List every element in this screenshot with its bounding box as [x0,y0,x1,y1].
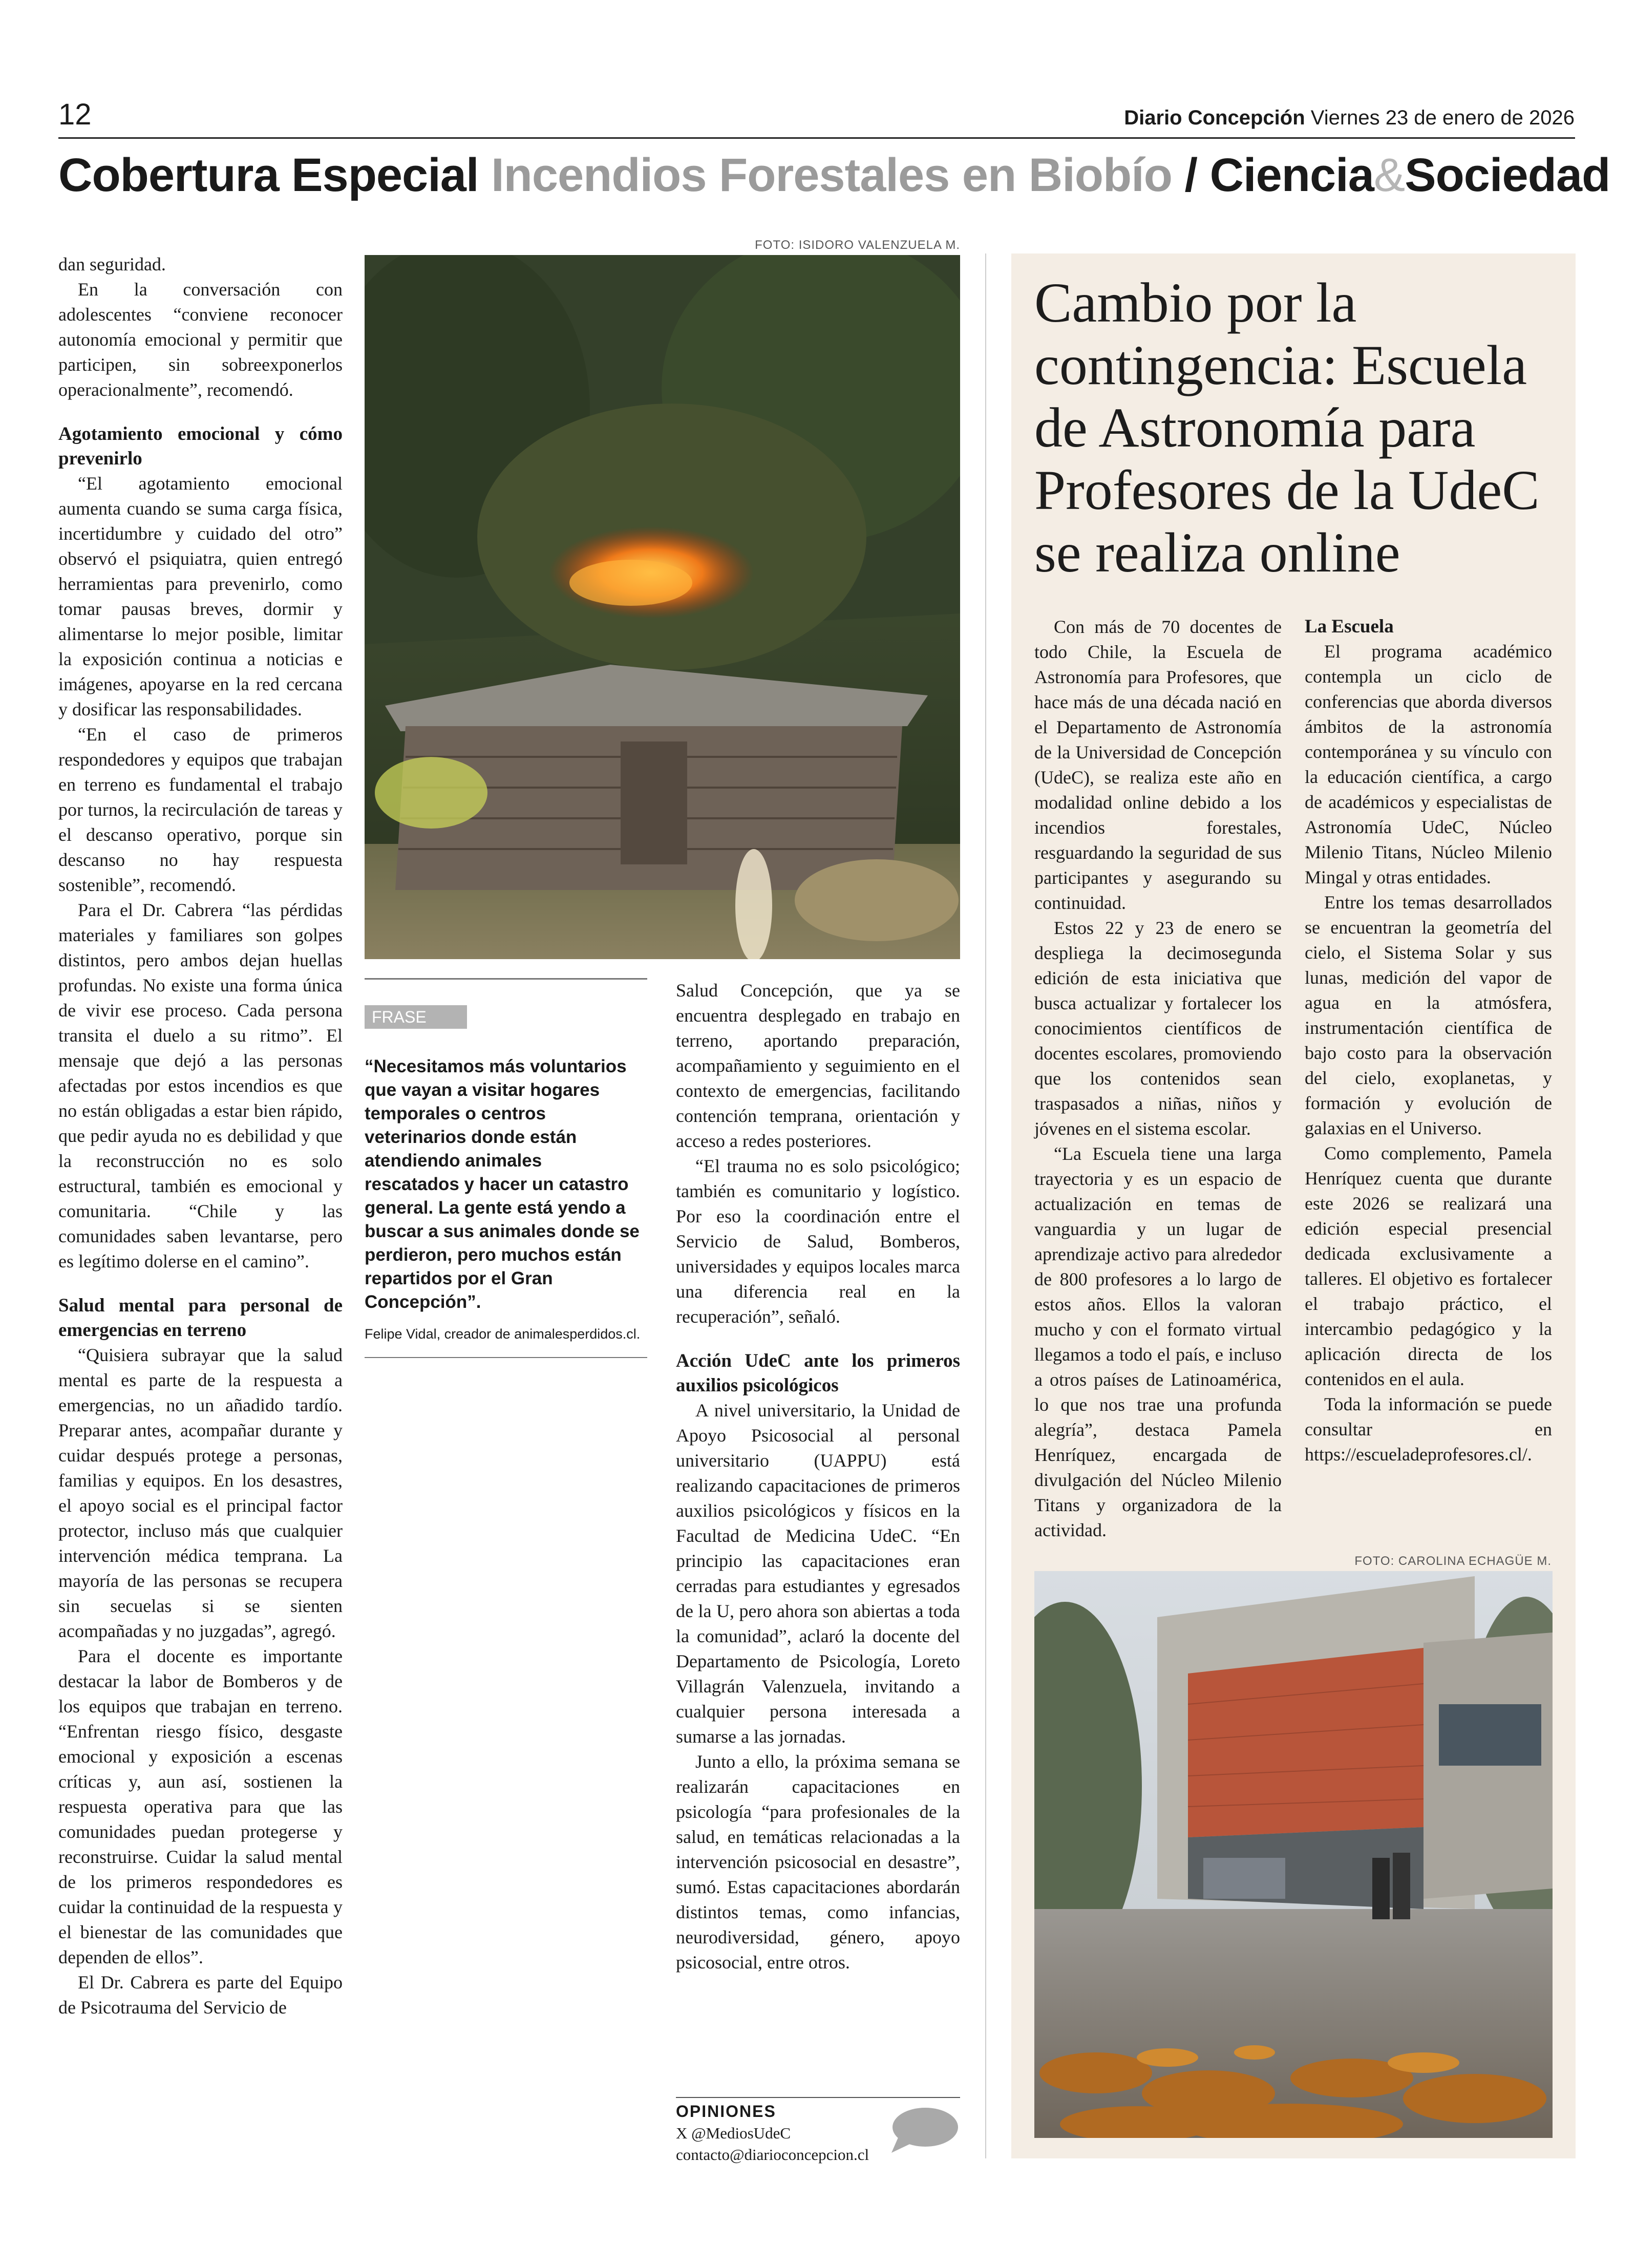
paragraph: El programa académico contempla un ciclo de conferencias que aborda diversos ámbitos de la astronomía contemporánea y su vínculo con la educación científica, a cargo de académicos y especialistas de Astronomía UdeC, Núcleo Milenio Titans, Núcleo Milenio Mingal y otras entidades. [1305,641,1552,887]
paragraph: “El agotamiento emocional aumenta cuando se suma carga física, incertidumbre y cuidado del otro” observó el psiquiatra, quien entregó herramientas para prevenirlo, como tomar pausas breves, dormir y alimentarse lo mejor posible, limitar la exposición continua a noticias e imágenes, apoyarse en la red cercana y dosificar las responsabilidades. [58,473,343,719]
building-photo [1034,1571,1553,2138]
fire-photo-illustration [365,255,960,959]
paragraph: Para el docente es importante destacar la labor de Bomberos y de los equipos que trabajan en terreno. “Enfrentan riesgo físico, desgaste emocional y exposición a escenas críticas y, aun así, sostienen la respuesta operativa para que las comunidades puedan protegerse y reconstruirse. Cuidar la salud mental de los primeros respondedores es cuidar la continuidad de la respuesta y el bienestar de las comunidades que dependen de ellos”. [58,1646,343,1967]
section-topic: Incendios Forestales en Biobío [491,149,1172,201]
section-ampersand: & [1373,149,1405,201]
publication-name: Diario Concepción [1124,107,1305,129]
paragraph: Para el Dr. Cabrera “las pérdidas materiales y familiares son golpes distintos, pero ambos dejan huellas profundas. No existe una forma única de vivir ese proceso. Cada persona transita el duelo a su ritmo”. El mensaje que dejó a las personas afectadas por estos incendios es que no están obligadas a estar bien rápido, que pedir ayuda no es debilidad y que la reconstrucción no es solo estructural, también es emocional y comunitaria. “Chile y las comunidades saben levantarse, pero es legítimo dolerse en el camino”. [58,900,343,1271]
section-heading [58,149,1610,202]
article-column-1 [58,252,343,2020]
paragraph: Salud Concepción, que ya se encuentra desplegado en trabajo en terreno, aportando preparación, acompañamiento y seguimiento en el contexto de emergencias, facilitando contención temprana, orientación y acceso a redes posteriores. [676,980,960,1151]
section-ciencia: Ciencia [1209,149,1374,201]
section-main: Cobertura Especial [58,149,479,201]
publication-date: Viernes 23 de enero de 2026 [1310,107,1575,129]
frase-top-rule [365,978,647,980]
opiniones-email[interactable]: contacto@diarioconcepcion.cl [676,2146,869,2164]
paragraph: Entre los temas desarrollados se encuentran la geometría del cielo, el Sistema Solar y sus lunas, medición del vapor de agua en la atmósfera, instrumentación científica de bajo costo para la observación del cielo, exoplanetas, y formación y evolución de galaxias en el Universo. [1305,892,1552,1138]
sidebar-column-a [1034,614,1282,1543]
paragraph: “Quisiera subrayar que la salud mental es parte de la respuesta a emergencias, no un añadido tardío. Preparar antes, acompañar durante y cuidar después protege a personas, familias y equipos. En los desastres, el apoyo social es el principal factor protector, incluso más que cualquier intervención médica temprana. La mayoría de las personas se recupera sin secuelas si se sienten acompañadas y no juzgadas”, agregó. [58,1345,343,1641]
section-separator: / [1184,149,1198,201]
subheading-salud-mental: Salud mental para personal de emergencias en terreno [58,1295,343,1341]
sidebar-column-b [1305,614,1552,1467]
fire-photo [365,255,960,959]
photo-credit-building: FOTO: CAROLINA ECHAGÜE M. [1354,1554,1552,1568]
frase-bottom-rule [365,1357,647,1358]
photo-credit-fire: FOTO: ISIDORO VALENZUELA M. [755,238,960,252]
paragraph: En la conversación con adolescentes “conviene reconocer autonomía emocional y permitir que participen, sin sobreexponerlos operacionalmente”, recomendó. [58,279,343,400]
paragraph: “En el caso de primeros respondedores y equipos que trabajan en terreno es fundamental el trabajo por turnos, la recirculación de tareas y el descanso operativo, porque sin descanso no hay respuesta sostenible”, recomendó. [58,724,343,895]
frase-author: Felipe Vidal, creador de animalesperdidos.cl. [365,1326,641,1342]
sidebar-title: Cambio por la contingencia: Escuela de Astronomía para Profesores de la UdeC se realiza online [1034,271,1540,584]
subheading-la-escuela: La Escuela [1305,616,1394,637]
paragraph: “El trauma no es solo psicológico; también es comunitario y logístico. Por eso la coordinación entre el Servicio de Salud, Bomberos, universidades y equipos locales marca una diferencia real en la recuperación”, señaló. [676,1156,960,1327]
paragraph: A nivel universitario, la Unidad de Apoyo Psicosocial al personal universitario (UAPPU) está realizando capacitaciones de primeros auxilios psicológicos y físicos en la Facultad de Medicina UdeC. “En principio las capacitaciones eran cerradas para estudiantes y egresados de la U, pero ahora son abiertas a toda la comunidad”, aclaró la docente del Departamento de Psicología, Loreto Villagrán Valenzuela, invitando a cualquier persona interesada a sumarse a las jornadas. [676,1400,960,1747]
page-number: 12 [58,98,92,131]
paragraph: Estos 22 y 23 de enero se despliega la decimosegunda edición de esta iniciativa que busca actualizar y fortalecer los conocimientos científicos de docentes escolares, promoviendo que los contenidos sean traspasados a niñas, niños y jóvenes en el sistema escolar. [1034,918,1282,1139]
building-photo-illustration [1034,1571,1553,2138]
header-rule [58,137,1575,139]
publication-dateline [1124,107,1575,130]
opiniones-x-handle[interactable]: X @MediosUdeC [676,2124,791,2142]
section-sociedad: Sociedad [1405,149,1610,201]
opiniones-title: OPINIONES [676,2102,776,2121]
paragraph: El Dr. Cabrera es parte del Equipo de Psicotrauma del Servicio de [58,1972,343,2018]
frase-quote: “Necesitamos más voluntarios que vayan a visitar hogares temporales o centros veterinarios donde están atendiendo animales rescatados y hacer un catastro general. La gente está yendo a buscar a sus animales donde se perdieron, pero muchos están repartidos por el Gran Concepción”. [365,1056,640,1312]
paragraph: Toda la información se puede consultar en https://escueladeprofesores.cl/. [1305,1394,1552,1465]
paragraph: Junto a ello, la próxima semana se realizarán capacitaciones en psicología “para profesionales de la salud, en temáticas relacionadas a la intervención psicosocial en desastre”, sumó. Estas capacitaciones abordarán distintos temas, como infancias, neurodiversidad, género, apoyo psicosocial, entre otros. [676,1751,960,1973]
paragraph: Con más de 70 docentes de todo Chile, la Escuela de Astronomía para Profesores, que hace más de una década nació en el Departamento de Astronomía de la Universidad de Concepción (UdeC), se realiza este año en modalidad online debido a los incendios forestales, resguardando la seguridad de sus participantes y asegurando su continuidad. [1034,617,1282,913]
opiniones-rule [676,2097,960,2098]
column-divider [985,253,986,2158]
paragraph: Como complemento, Pamela Henríquez cuenta que durante este 2026 se realizará una edición especial presencial dedicada exclusivamente a talleres. El objetivo es fortalecer el trabajo práctico, el intercambio pedagógico y la aplicación directa de los contenidos en el aula. [1305,1143,1552,1389]
subheading-agotamiento: Agotamiento emocional y cómo prevenirlo [58,423,343,469]
frase-label: FRASE [365,1005,467,1029]
subheading-accion-udec: Acción UdeC ante los primeros auxilios psicológicos [676,1350,960,1396]
article-column-3 [676,978,960,1975]
speech-bubble-icon [888,2106,959,2155]
paragraph: “La Escuela tiene una larga trayectoria y es un espacio de actualización en temas de vanguardia y un lugar de aprendizaje activo para alrededor de 800 profesores a lo largo de estos años. Ellos la valoran mucho y con el formato virtual llegamos a todo el país, e incluso a otros países de Latinoamérica, lo que nos trae una profunda alegría”, destaca Pamela Henríquez, encargada de divulgación del Núcleo Milenio Titans y organizadora de la actividad. [1034,1143,1282,1540]
paragraph: dan seguridad. [58,254,166,274]
